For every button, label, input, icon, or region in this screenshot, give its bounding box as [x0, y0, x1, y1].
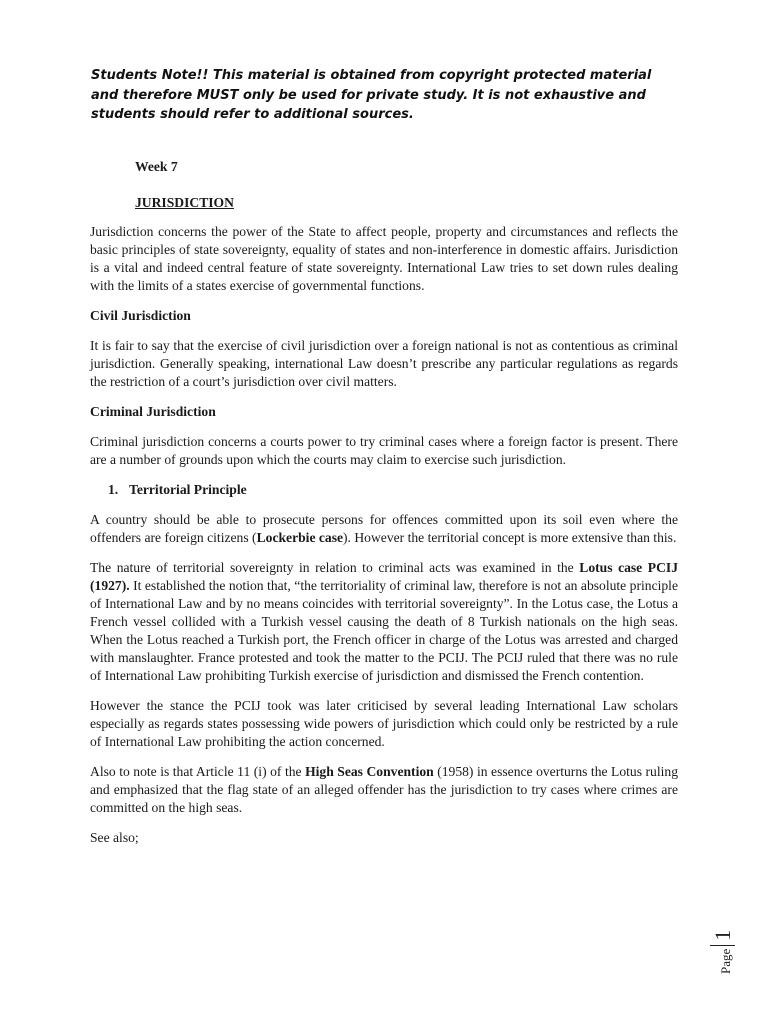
territorial-paragraph-3: However the stance the PCIJ took was later criticised by several leading International Law scholars especially as regards states possessing wide powers of jurisdiction which could only be restricted by a rule of International Law prohibiting the action concerned. [90, 698, 678, 749]
case-name: Lockerbie case [256, 530, 344, 545]
intro-paragraph: Jurisdiction concerns the power of the State to affect people, property and circumstances and reflects the basic principles of state sovereignty, equality of states and non-interference in domestic affairs. Jurisdiction is a vital and indeed central feature of state sovereignty. International Law tries to set down rules dealing with the limits of a states exercise of governmental functions. [90, 224, 678, 293]
territorial-principle-title: Territorial Principle [129, 482, 247, 497]
convention-name: High Seas Convention [305, 764, 434, 779]
text-run: The nature of territorial sovereignty in relation to criminal acts was examined in the [90, 560, 580, 575]
case-name: Lotus case PCIJ (1927). [90, 560, 678, 593]
page-number-footer [710, 918, 740, 978]
text-run: Also to note is that Article 11 (i) of the [90, 764, 306, 779]
see-also-text: See also; [90, 830, 139, 845]
week-label: Week 7 [135, 159, 178, 174]
territorial-principle-heading [108, 481, 678, 499]
civil-jurisdiction-paragraph: It is fair to say that the exercise of civil jurisdiction over a foreign national is not as contentious as criminal jurisdiction. Generally speaking, international Law doesn’t prescribe any particular regulations as regards the restriction of a court’s jurisdiction over civil matters. [90, 338, 678, 389]
document-body [90, 158, 678, 859]
page-number: 1 [710, 930, 735, 946]
criminal-jurisdiction-heading: Criminal Jurisdiction [90, 404, 216, 419]
criminal-jurisdiction-paragraph: Criminal jurisdiction concerns a courts power to try criminal cases where a foreign factor is present. There are a number of grounds upon which the courts may claim to exercise such jurisdiction. [90, 434, 678, 467]
section-title: JURISDICTION [135, 195, 234, 210]
civil-jurisdiction-heading: Civil Jurisdiction [90, 308, 191, 323]
territorial-paragraph-1 [90, 511, 678, 547]
text-run: It established the notion that, “the territoriality of criminal law, therefore is not an absolute principle of International Law and by no means coincides with territorial sovereignty”. In the Lotus case, the Lotus a French vessel collided with a Turkish vessel causing the death of 8 Turkish nationals on the high seas. When the Lotus reached a Turkish port, the French officer in charge of the Lotus was arrested and charged with manslaughter. France protested and took the matter to the PCIJ. The PCIJ ruled that there was no rule of International Law prohibiting Turkish exercise of jurisdiction and dismissed the French contention. [90, 578, 678, 683]
text-run: ). However the territorial concept is more extensive than this. [343, 530, 677, 545]
list-number: 1. [108, 482, 119, 497]
text-run: (1958) in essence overturns the Lotus ruling and emphasized that the flag state of an alleged offender has the jurisdiction to try cases where crimes are committed on the high seas. [90, 764, 678, 815]
students-note: Students Note!! This material is obtained from copyright protected material and therefore MUST only be used for private study. It is not exhaustive and students should refer to additional sources. [91, 68, 652, 122]
territorial-paragraph-2 [90, 559, 678, 685]
page-word: Page [718, 948, 733, 974]
text-run: A country should be able to prosecute persons for offences committed upon its soil even where the offenders are foreign citizens ( [90, 512, 678, 545]
territorial-paragraph-4 [90, 763, 678, 817]
